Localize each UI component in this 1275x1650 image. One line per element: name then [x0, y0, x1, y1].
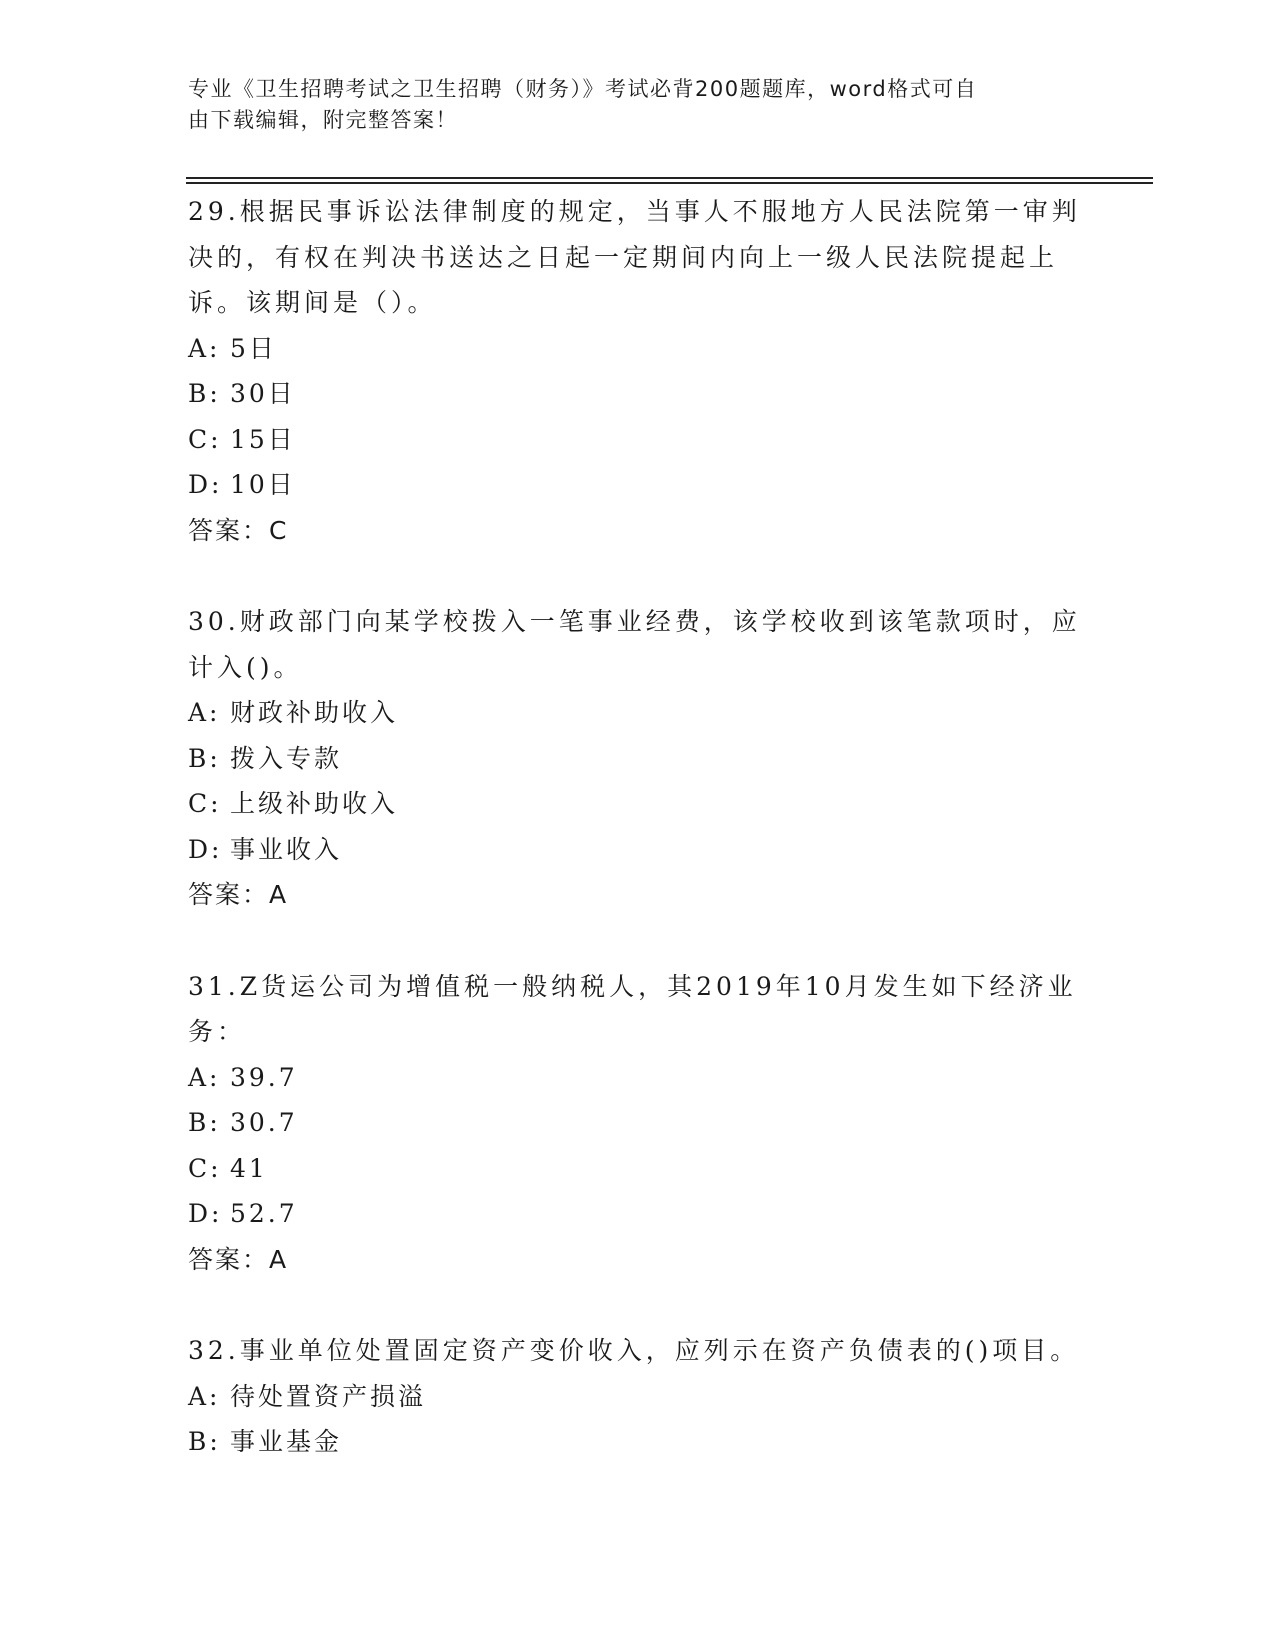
option-a: [188, 1055, 1088, 1101]
option-label: D:: [188, 834, 223, 864]
option-d: [188, 462, 1088, 508]
option-text: 52.7: [230, 1199, 298, 1228]
answer: 答案：C: [188, 515, 289, 545]
option-b: [188, 1419, 1088, 1465]
answer: 答案：A: [188, 1244, 289, 1274]
question-29: [188, 189, 1088, 553]
option-text: 10日: [230, 470, 296, 499]
option-b: [188, 371, 1088, 417]
option-label: D:: [188, 470, 223, 499]
question-32: [188, 1328, 1088, 1465]
option-b: [188, 736, 1088, 782]
option-c: [188, 781, 1088, 827]
header-divider-bottom: [186, 182, 1153, 184]
document-header: [188, 74, 1068, 136]
option-label: B:: [188, 1427, 221, 1456]
question-31: [188, 964, 1088, 1283]
header-line-2: 由下载编辑，附完整答案！: [188, 108, 458, 132]
option-text: 待处置资产损溢: [230, 1381, 427, 1411]
header-divider-top: [186, 177, 1153, 179]
option-text: 30.7: [230, 1108, 298, 1137]
question-30: [188, 599, 1088, 918]
question-text: 30.财政部门向某学校拨入一笔事业经费，该学校收到该笔款项时，应计入()。: [188, 607, 1081, 682]
option-c: [188, 1146, 1088, 1192]
option-text: 41: [230, 1153, 268, 1183]
option-text: 财政补助收入: [230, 698, 399, 727]
question-text: 31.Z货运公司为增值税一般纳税人，其2019年10月发生如下经济业务：: [188, 971, 1077, 1046]
option-label: C:: [188, 424, 222, 454]
option-label: C:: [188, 789, 222, 818]
option-label: A:: [188, 1381, 221, 1411]
option-label: B:: [188, 379, 221, 408]
option-label: C:: [188, 1153, 222, 1183]
option-label: D:: [188, 1199, 223, 1228]
header-line-1: 专业《卫生招聘考试之卫生招聘（财务）》考试必背200题题库，word格式可自: [188, 77, 978, 101]
option-text: 拨入专款: [230, 743, 343, 773]
option-text: 事业基金: [230, 1427, 343, 1456]
option-label: B:: [188, 743, 221, 773]
option-a: [188, 1374, 1088, 1420]
option-text: 39.7: [230, 1062, 298, 1092]
option-d: [188, 1191, 1088, 1237]
option-label: A:: [188, 1062, 221, 1092]
option-label: A:: [188, 698, 221, 727]
option-a: [188, 326, 1088, 372]
option-label: A:: [188, 333, 221, 363]
option-text: 事业收入: [230, 834, 343, 864]
option-text: 30日: [230, 379, 296, 408]
option-c: [188, 417, 1088, 463]
option-label: B:: [188, 1108, 221, 1137]
answer: 答案：A: [188, 880, 289, 909]
question-text: 32.事业单位处置固定资产变价收入，应列示在资产负债表的()项目。: [188, 1336, 1080, 1365]
option-a: [188, 690, 1088, 736]
question-text: 29.根据民事诉讼法律制度的规定，当事人不服地方人民法院第一审判决的，有权在判决书送达之日起一定期间内向上一级人民法院提起上诉。该期间是（）。: [188, 197, 1081, 317]
option-text: 5日: [230, 333, 277, 363]
option-b: [188, 1100, 1088, 1146]
question-list: [188, 189, 1088, 1511]
option-d: [188, 827, 1088, 873]
option-text: 15日: [230, 424, 296, 454]
option-text: 上级补助收入: [230, 789, 399, 818]
